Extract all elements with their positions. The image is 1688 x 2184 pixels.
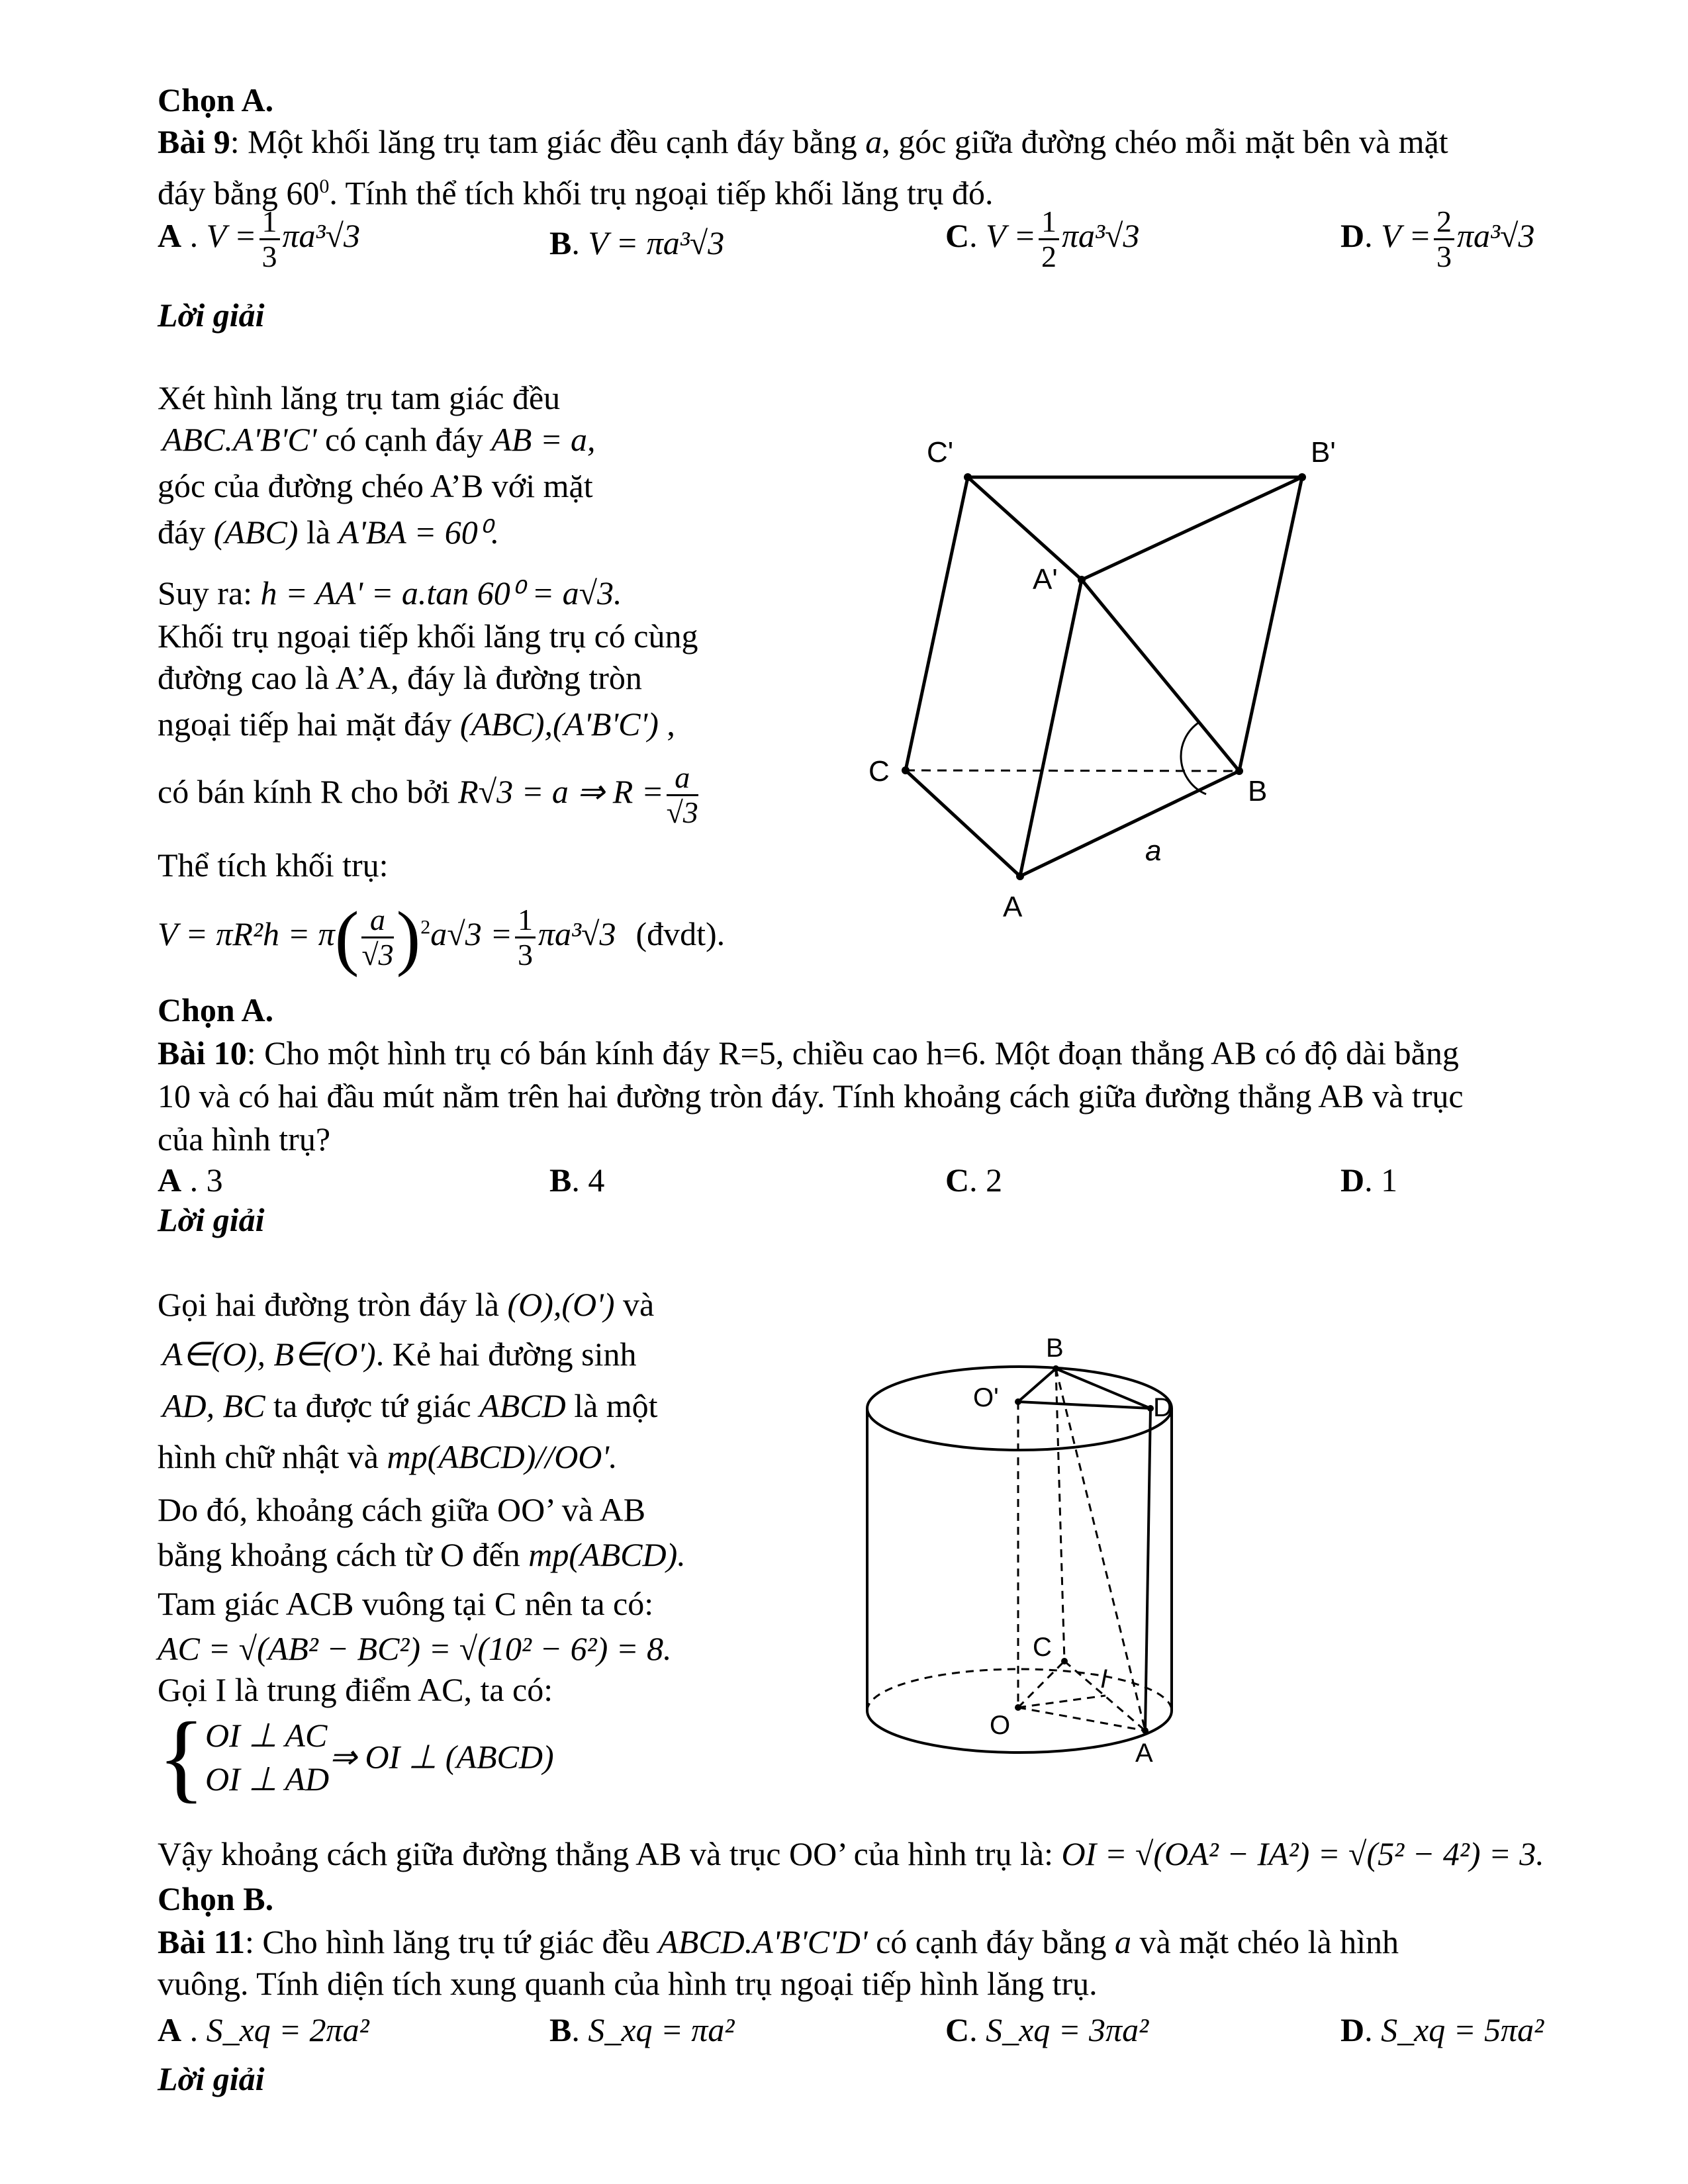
- bai11-option-b: B. S_xq = πa²: [549, 2011, 735, 2048]
- bai9-sol-10: Thể tích khối trụ:: [158, 846, 389, 884]
- bai9-sol-11: V = πR²h = π( $\frac{a}{√3}$ )$^2$a√3 = $\frac{1}{3}$ πa³√3 (đvdt).: [158, 897, 726, 978]
- cylinder-outline: [867, 1367, 1172, 1752]
- label-b: B: [1248, 775, 1268, 807]
- cylinder-hidden-lines: [1018, 1369, 1145, 1731]
- bai9-sol-8: ngoại tiếp hai mặt đáy (ABC),(A'B'C') ,: [158, 705, 675, 743]
- bai9-option-b: B. V = πa³√3: [549, 224, 725, 261]
- bai9-loigiai: Lời giải: [158, 296, 265, 334]
- bai9-sol-9: có bán kính R cho bởi R√3 = a ⇒ R = $\frac{a}{√3}$: [158, 760, 698, 829]
- label-cyl-o: O: [990, 1711, 1011, 1740]
- bai9-sol-6: Khối trụ ngoại tiếp khối lăng trụ có cùng: [158, 617, 698, 655]
- bai11-line2: vuông. Tính diện tích xung quanh của hình trụ ngoại tiếp hình lăng trụ.: [158, 1965, 1098, 2002]
- prism-vertices: [902, 473, 1306, 880]
- label-edge-a: a: [1145, 835, 1162, 867]
- top-choice: Chọn A.: [158, 81, 274, 118]
- bai10-sol-2: A∈(O), B∈(O'). Kẻ hai đường sinh: [162, 1336, 637, 1373]
- bai10-line1: Bài 10: Cho một hình trụ có bán kính đáy R=5, chiều cao h=6. Một đoạn thẳng AB có độ dài bằng: [158, 1034, 1459, 1071]
- label-cyl-c: C: [1033, 1633, 1052, 1662]
- bai9-option-a: A . V = $\frac{1}{3}$ πa³√3: [158, 205, 360, 273]
- bai10-sol-10: { OI ⊥ AC OI ⊥ AD ⇒ OI ⊥ (ABCD): [158, 1702, 554, 1812]
- bai10-sol-11: Vậy khoảng cách giữa đường thẳng AB và trục OO’ của hình trụ là: OI = √(OA² − IA²) = √(5² − 4²) = 3.: [158, 1835, 1544, 1872]
- label-b-prime: B': [1311, 436, 1336, 469]
- bai11-option-d: D. S_xq = 5πa²: [1340, 2011, 1544, 2048]
- label-cyl-b: B: [1046, 1334, 1064, 1363]
- cylinder-figure: [854, 1324, 1185, 1774]
- bai10-option-b: B. 4: [549, 1161, 605, 1199]
- bai10-option-d: D. 1: [1340, 1161, 1398, 1199]
- label-cyl-d: D: [1153, 1393, 1172, 1422]
- label-c-prime: C': [927, 436, 954, 469]
- bai10-sol-7: Tam giác ACB vuông tại C nên ta có:: [158, 1585, 654, 1622]
- label-c: C: [868, 755, 890, 788]
- bai9-sol-5: Suy ra: h = AA' = a.tan 60⁰ = a√3.: [158, 574, 622, 612]
- bai9-sol-3: góc của đường chéo A’B với mặt: [158, 467, 593, 504]
- cylinder-points: [1015, 1365, 1154, 1734]
- label-cyl-a: A: [1135, 1739, 1153, 1768]
- bai11-option-a: A . S_xq = 2πa²: [158, 2011, 369, 2048]
- bai10-line2: 10 và có hai đầu mút nằm trên hai đường tròn đáy. Tính khoảng cách giữa đường thẳng AB và trục: [158, 1077, 1464, 1115]
- bai10-loigiai: Lời giải: [158, 1201, 265, 1238]
- bai10-choice: Chọn B.: [158, 1880, 274, 1917]
- prism-hidden-edge: [906, 770, 1239, 771]
- bai10-sol-6: bằng khoảng cách từ O đến mp(ABCD).: [158, 1536, 686, 1573]
- bai9-option-c: C. V = $\frac{1}{2}$ πa³√3: [945, 205, 1140, 273]
- prism-edges: [906, 477, 1302, 876]
- bai9-line1: Bài 9: Một khối lăng trụ tam giác đều cạnh đáy bằng a, góc giữa đường chéo mỗi mặt bên và mặt: [158, 123, 1448, 160]
- bai11-loigiai: Lời giải: [158, 2060, 265, 2097]
- bai9-sol-1: Xét hình lăng trụ tam giác đều: [158, 379, 561, 416]
- bai9-choice: Chọn A.: [158, 991, 274, 1028]
- bai9-sol-2: ABC.A'B'C' có cạnh đáy AB = a,: [162, 421, 596, 458]
- bai10-sol-4: hình chữ nhật và mp(ABCD)//OO'.: [158, 1438, 618, 1475]
- label-a-prime: A': [1033, 563, 1058, 596]
- bai10-sol-1: Gọi hai đường tròn đáy là (O),(O') và: [158, 1286, 655, 1323]
- bai10-option-c: C. 2: [945, 1161, 1003, 1199]
- bai10-line3: của hình trụ?: [158, 1120, 331, 1158]
- bai9-sol-7: đường cao là A’A, đáy là đường tròn: [158, 659, 642, 696]
- label-cyl-i: I: [1100, 1664, 1108, 1694]
- label-a: A: [1003, 891, 1023, 923]
- bai10-sol-5: Do đó, khoảng cách giữa OO’ và AB: [158, 1491, 646, 1528]
- bai10-sol-9: Gọi I là trung điểm AC, ta có:: [158, 1671, 553, 1708]
- label-cyl-o-prime: O': [973, 1383, 999, 1412]
- bai10-sol-3: AD, BC ta được tứ giác ABCD là một: [162, 1387, 658, 1424]
- bai9-line2: đáy bằng $60^0$. Tính thể tích khối trụ ngoại tiếp khối lăng trụ đó.: [158, 174, 994, 212]
- prism-figure: [861, 430, 1364, 933]
- bai9-sol-4: đáy (ABC) là A'BA = 60⁰.: [158, 514, 500, 551]
- bai11-line1: Bài 11: Cho hình lăng trụ tứ giác đều ABCD.A'B'C'D' có cạnh đáy bằng a và mặt chéo là hình: [158, 1923, 1399, 1960]
- angle-arc: [1181, 722, 1206, 794]
- bai11-option-c: C. S_xq = 3πa²: [945, 2011, 1149, 2048]
- bai10-sol-8: AC = √(AB² − BC²) = √(10² − 6²) = 8.: [158, 1630, 672, 1667]
- bai9-option-d: D. V = $\frac{2}{3}$ πa³√3: [1340, 205, 1535, 273]
- bai10-option-a: A . 3: [158, 1161, 223, 1199]
